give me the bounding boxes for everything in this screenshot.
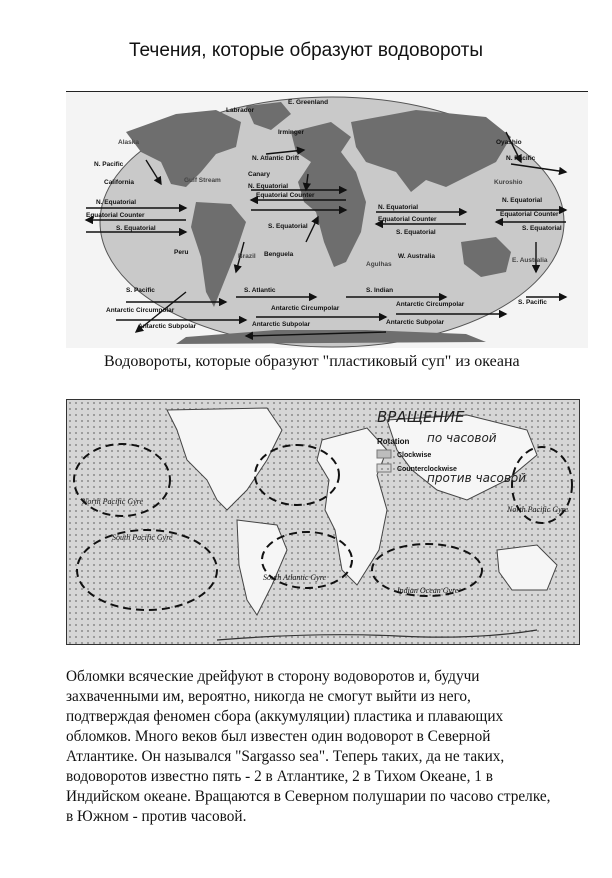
label-s-indian: S. Indian <box>366 287 394 294</box>
label-irminger: Irminger <box>278 129 305 136</box>
label-s-equatorial-3: S. Equatorial <box>396 229 436 236</box>
label-antarctic-sub-1: Antarctic Subpolar <box>138 323 197 330</box>
legend-handwritten-cw: по часовой <box>427 431 497 445</box>
label-w-australia: W. Australia <box>398 253 435 260</box>
label-n-pacific-left: N. Pacific <box>94 161 124 168</box>
label-s-equatorial-4: S. Equatorial <box>522 225 562 232</box>
label-e-australia: E. Australia <box>512 257 548 264</box>
legend-rotation: Rotation <box>377 437 410 446</box>
currents-map-svg <box>66 92 588 348</box>
label-south-pacific-gyre: South Pacific Gyre <box>112 533 173 542</box>
label-s-pacific-2: S. Pacific <box>518 299 547 306</box>
legend-clockwise: Clockwise <box>397 452 432 459</box>
label-s-atlantic: S. Atlantic <box>244 287 276 294</box>
label-brazil: Brazil <box>238 253 256 260</box>
label-s-equatorial-1: S. Equatorial <box>116 225 156 232</box>
legend-counterclockwise-swatch <box>377 464 391 472</box>
label-antarctic-circ-3: Antarctic Circumpolar <box>396 301 465 308</box>
label-s-pacific-1: S. Pacific <box>126 287 155 294</box>
page-title: Течения, которые образуют водовороты <box>128 40 484 61</box>
label-north-pacific-gyre-right: North Pacific Gyre <box>507 505 569 514</box>
label-eq-counter-3: Equatorial Counter <box>378 216 437 223</box>
label-north-pacific-gyre: North Pacific Gyre <box>82 497 144 506</box>
label-california: California <box>104 179 134 186</box>
label-eq-counter-2: Equatorial Counter <box>256 192 315 199</box>
label-antarctic-circ-1: Antarctic Circumpolar <box>106 307 175 314</box>
label-n-equatorial-2: N. Equatorial <box>248 183 289 190</box>
legend-handwritten-ccw: против часовой <box>427 471 527 485</box>
label-eq-counter-1: Equatorial Counter <box>86 212 145 219</box>
label-alaska: Alaska <box>118 139 139 146</box>
label-n-equatorial-4: N. Equatorial <box>502 197 543 204</box>
ocean-currents-map <box>66 91 588 348</box>
label-south-atlantic-gyre: South Atlantic Gyre <box>263 573 327 582</box>
label-oyashio: Oyashio <box>496 139 522 146</box>
label-antarctic-sub-3: Antarctic Subpolar <box>386 319 445 326</box>
gyres-caption: Водовороты, которые образуют "пластиковый суп" из океана <box>104 353 520 370</box>
label-eq-counter-4: Equatorial Counter <box>500 211 559 218</box>
legend-counterclockwise: Counterclockwise <box>397 466 457 473</box>
label-antarctic-sub-2: Antarctic Subpolar <box>252 321 311 328</box>
label-peru: Peru <box>174 249 189 256</box>
label-n-equatorial-1: N. Equatorial <box>96 199 137 206</box>
legend-handwritten-title: ВРАЩЕНИЕ <box>377 408 465 426</box>
gyres-map-svg <box>67 400 579 644</box>
gyres-map <box>66 399 580 645</box>
label-n-atlantic-drift: N. Atlantic Drift <box>252 155 300 162</box>
label-agulhas: Agulhas <box>366 261 392 268</box>
label-antarctic-circ-2: Antarctic Circumpolar <box>271 305 340 312</box>
label-labrador: Labrador <box>226 107 255 114</box>
label-kuroshio: Kuroshio <box>494 179 523 186</box>
label-s-equatorial-2: S. Equatorial <box>268 223 308 230</box>
label-n-pacific-right: N. Pacific <box>506 155 536 162</box>
label-benguela: Benguela <box>264 251 294 258</box>
label-n-equatorial-3: N. Equatorial <box>378 204 419 211</box>
label-indian-ocean-gyre: Indian Ocean Gyre <box>397 586 459 595</box>
label-canary: Canary <box>248 171 271 178</box>
label-e-greenland: E. Greenland <box>288 99 329 106</box>
body-paragraph: Обломки всяческие дрейфуют в сторону водоворотов и, будучи захваченными им, вероятно, никогда не смогут выйти из него, подтверждая феномен сбора (аккумуляции) пластика и плавающих обломков. Много веков был известен один водоворот в Северной Атлантике. Он назывался "Sargasso sea". Теперь таких, да не таких, водоворотов известно пять - 2 в Атлантике, 2 в Тихом Океане, 1 в Индийском океане. Вращаются в Северном полушарии по часово стрелке, в Южном - против часовой. <box>66 668 551 825</box>
legend-clockwise-swatch <box>377 450 391 458</box>
label-gulf-stream: Gulf Stream <box>184 177 221 184</box>
